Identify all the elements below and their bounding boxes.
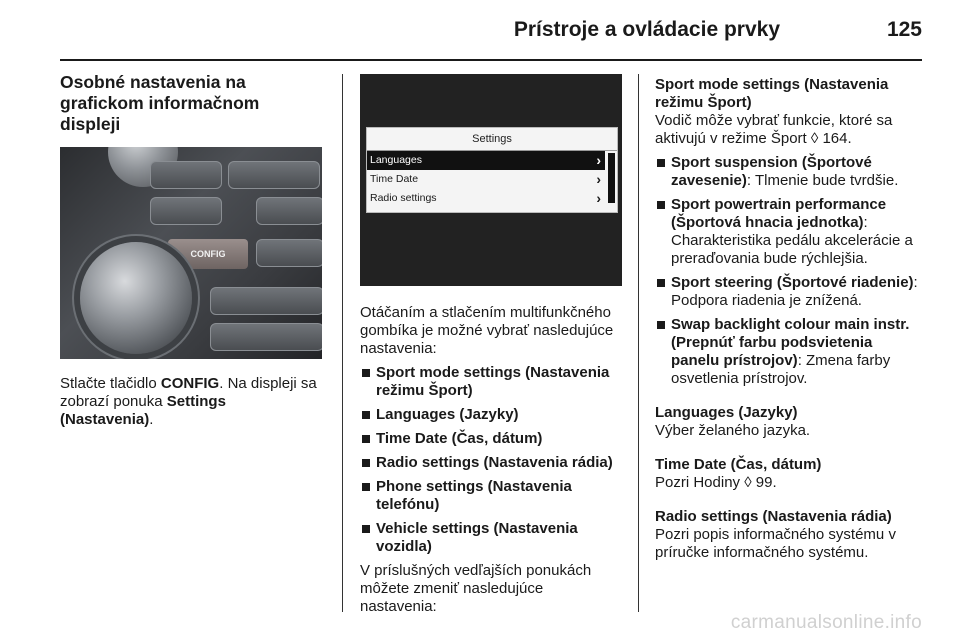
languages-text: Výber želaného jazyka. bbox=[655, 422, 811, 439]
time-date-heading bbox=[655, 456, 923, 474]
config-term: CONFIG bbox=[160, 375, 220, 392]
column-left bbox=[60, 72, 322, 429]
list-item-label: Sport powertrain performance (Športová hnacia jednotka) bbox=[671, 196, 887, 231]
list-item-label: Time Date (Čas, dátum) bbox=[376, 430, 543, 447]
settings-list bbox=[360, 364, 624, 556]
sport-mode-title: Sport mode settings (Nastavenia režimu Šport) bbox=[655, 76, 889, 111]
radio-heading bbox=[655, 508, 923, 526]
list-item-label: Sport steering (Športové riadenie) bbox=[671, 274, 914, 291]
list-item-text: : Podpora riadenia je znížená. bbox=[671, 274, 918, 309]
display-photo bbox=[360, 74, 622, 286]
settings-term: Settings (Nastavenia) bbox=[60, 393, 226, 428]
list-item-text: : Zmena farby osvetlenia prístrojov. bbox=[671, 352, 891, 387]
menu-item-radio-settings bbox=[367, 189, 605, 208]
console-button bbox=[150, 161, 222, 189]
console-button bbox=[256, 239, 322, 267]
list-item-label: Radio settings (Nastavenia rádia) bbox=[376, 454, 613, 471]
list-item-label: Phone settings (Nastavenia telefónu) bbox=[376, 478, 572, 513]
sport-options-list bbox=[655, 154, 923, 388]
sport-mode-text: Vodič môže vybrať funkcie, ktoré sa aktivujú v režime Šport ◊ 164. bbox=[655, 112, 893, 147]
section-title-line2: grafickom informačnom displeji bbox=[60, 93, 260, 134]
sport-mode-heading bbox=[655, 76, 923, 112]
header-divider bbox=[60, 59, 922, 61]
languages-title: Languages (Jazyky) bbox=[655, 404, 798, 421]
text-part: Stlačte tlačidlo bbox=[60, 375, 161, 392]
chapter-title: Prístroje a ovládacie prvky bbox=[513, 18, 780, 41]
list-item-label: Sport mode settings (Nastavenia režimu Šport) bbox=[376, 364, 610, 399]
watermark: carmanualsonline.info bbox=[730, 612, 922, 633]
list-item-text: : Charakteristika pedálu akcelerácie a preraďovania bude rýchlejšia. bbox=[671, 214, 913, 267]
console-button bbox=[150, 197, 222, 225]
settings-screen bbox=[366, 127, 618, 213]
chevron-right-icon: › bbox=[596, 190, 601, 206]
time-date-title: Time Date (Čas, dátum) bbox=[655, 456, 822, 473]
console-photo bbox=[60, 147, 322, 359]
menu-item-languages bbox=[367, 151, 605, 170]
radio-title: Radio settings (Nastavenia rádia) bbox=[655, 508, 892, 525]
console-button bbox=[256, 197, 322, 225]
list-item bbox=[655, 316, 923, 388]
chevron-right-icon: › bbox=[596, 152, 601, 168]
console-button bbox=[210, 287, 322, 315]
languages-heading bbox=[655, 404, 923, 422]
list-item bbox=[360, 406, 624, 424]
config-instructions bbox=[60, 375, 322, 429]
list-item bbox=[655, 196, 923, 268]
list-item-label: Languages (Jazyky) bbox=[376, 406, 519, 423]
menu-item-label: Time Date bbox=[370, 173, 419, 185]
column-middle bbox=[360, 72, 624, 616]
chevron-right-icon: › bbox=[596, 171, 601, 187]
text-part: . bbox=[149, 411, 154, 428]
list-item bbox=[360, 454, 624, 472]
outro-text: V príslušných vedľajších ponukách môžete zmeniť nasledujúce nastavenia: bbox=[360, 562, 592, 615]
list-item-label: Vehicle settings (Nastavenia vozidla) bbox=[376, 520, 578, 555]
section-title-line1: Osobné nastavenia na bbox=[60, 72, 246, 92]
radio-text: Pozri popis informačného systému v príručke informačného systému. bbox=[655, 526, 896, 561]
intro-text: Otáčaním a stlačením multifunkčného gombíka je možné vybrať nasledujúce nastavenia: bbox=[360, 304, 614, 357]
scrollbar bbox=[608, 153, 615, 203]
config-button: CONFIG bbox=[168, 239, 248, 269]
console-button bbox=[228, 161, 320, 189]
list-item-label: Swap backlight colour main instr. (Prepnúť farbu podsvietenia panelu prístrojov) bbox=[671, 316, 910, 369]
page-number: 125 bbox=[886, 18, 922, 41]
time-date-text: Pozri Hodiny ◊ 99. bbox=[655, 474, 777, 491]
column-right bbox=[655, 76, 923, 562]
menu-item-time-date bbox=[367, 170, 605, 189]
list-item bbox=[360, 478, 624, 514]
column-divider bbox=[342, 74, 343, 612]
list-item-label: Sport suspension (Športové zavesenie) bbox=[671, 154, 872, 189]
menu-item-label: Radio settings bbox=[370, 192, 437, 204]
list-item bbox=[655, 154, 923, 190]
list-item bbox=[360, 430, 624, 448]
list-item bbox=[360, 364, 624, 400]
column-divider bbox=[638, 74, 639, 612]
multifunction-knob bbox=[80, 242, 192, 354]
list-item bbox=[360, 520, 624, 556]
screen-title: Settings bbox=[367, 128, 617, 151]
section-title bbox=[60, 72, 322, 135]
menu-item-label: Languages bbox=[370, 154, 422, 166]
list-item-text: : Tlmenie bude tvrdšie. bbox=[746, 172, 899, 189]
list-item bbox=[655, 274, 923, 310]
console-button bbox=[210, 323, 322, 351]
text-part: . Na displeji sa zobrazí ponuka bbox=[60, 375, 317, 410]
